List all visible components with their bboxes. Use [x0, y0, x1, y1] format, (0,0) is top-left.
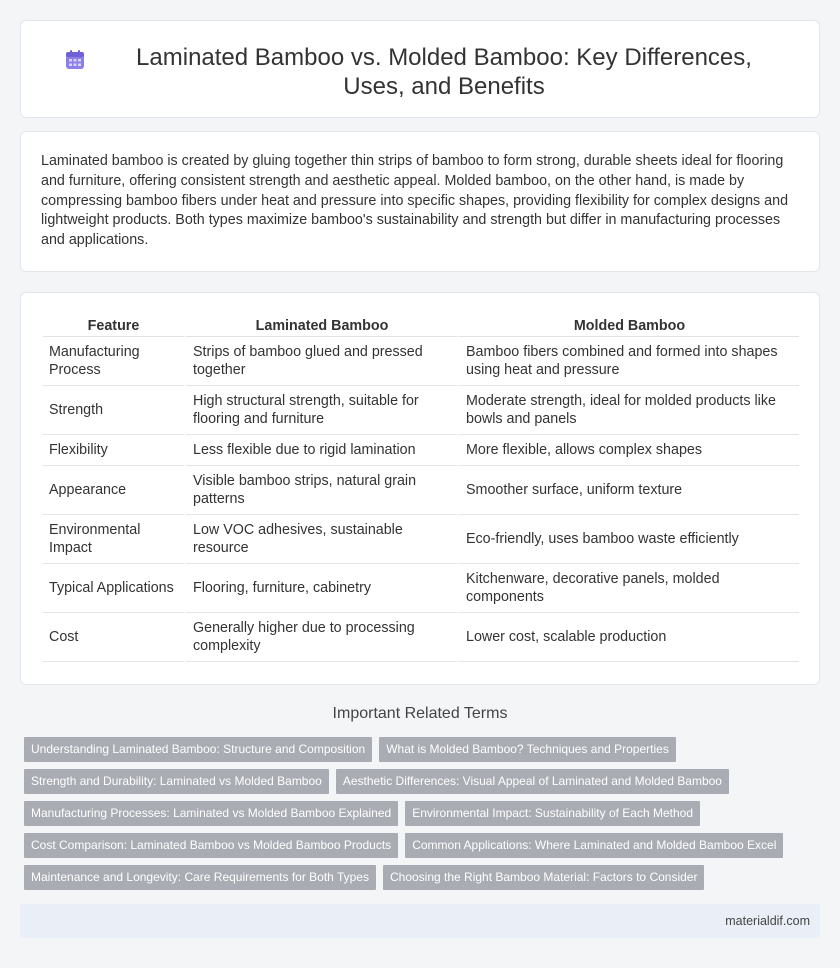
related-term-link[interactable]: Environmental Impact: Sustainability of Each Method: [405, 801, 700, 826]
title-card: [20, 20, 820, 118]
table-cell-feature: Environmental Impact: [43, 515, 184, 564]
related-term-link[interactable]: Strength and Durability: Laminated vs Molded Bamboo: [24, 769, 329, 794]
table-cell-molded: Moderate strength, ideal for molded products like bowls and panels: [457, 386, 799, 435]
table-row: [43, 386, 799, 435]
table-row: [43, 466, 799, 515]
table-cell-feature: Manufacturing Process: [43, 337, 184, 386]
related-term-link[interactable]: Cost Comparison: Laminated Bamboo vs Molded Bamboo Products: [24, 833, 398, 858]
tag-row: [24, 737, 824, 762]
related-terms-list: [24, 737, 824, 897]
intro-paragraph: Laminated bamboo is created by gluing together thin strips of bamboo to form strong, durable sheets ideal for flooring and furniture, offering consistent strength and aesthetic appeal. Molded bamboo, on the other hand, is made by compressing bamboo fibers under heat and pressure into specific shapes, providing flexibility for complex designs and lightweight products. Both types maximize bamboo's sustainability and strength but differ in manufacturing processes and applications.: [41, 153, 789, 249]
table-cell-molded: Lower cost, scalable production: [457, 613, 799, 662]
table-cell-molded: Eco-friendly, uses bamboo waste efficiently: [457, 515, 799, 564]
table-cell-laminated: High structural strength, suitable for flooring and furniture: [184, 386, 457, 435]
table-row: [43, 515, 799, 564]
related-term-link[interactable]: Manufacturing Processes: Laminated vs Molded Bamboo Explained: [24, 801, 398, 826]
table-row: [43, 613, 799, 662]
table-cell-laminated: Strips of bamboo glued and pressed together: [184, 337, 457, 386]
related-term-link[interactable]: Understanding Laminated Bamboo: Structure and Composition: [24, 737, 372, 762]
page-title: Laminated Bamboo vs. Molded Bamboo: Key Differences, Uses, and Benefits: [136, 44, 752, 100]
column-header: Molded Bamboo: [457, 315, 799, 337]
intro-card: [20, 131, 820, 272]
table-cell-molded: More flexible, allows complex shapes: [457, 435, 799, 466]
table-cell-laminated: Flooring, furniture, cabinetry: [184, 564, 457, 613]
comparison-table: [43, 315, 799, 662]
table-header-row: [43, 315, 799, 337]
table-cell-laminated: Visible bamboo strips, natural grain patterns: [184, 466, 457, 515]
related-term-link[interactable]: Maintenance and Longevity: Care Requirements for Both Types: [24, 865, 376, 890]
table-row: [43, 337, 799, 386]
tag-row: [24, 865, 824, 890]
table-cell-molded: Kitchenware, decorative panels, molded components: [457, 564, 799, 613]
related-term-link[interactable]: Common Applications: Where Laminated and Molded Bamboo Excel: [405, 833, 783, 858]
footer-site-link[interactable]: materialdif.com: [725, 914, 810, 928]
table-row: [43, 564, 799, 613]
column-header: Laminated Bamboo: [184, 315, 457, 337]
calendar-icon: [63, 48, 87, 72]
footer: [20, 904, 820, 938]
tag-row: [24, 801, 824, 826]
related-term-link[interactable]: Choosing the Right Bamboo Material: Factors to Consider: [383, 865, 704, 890]
comparison-card: [20, 292, 820, 685]
table-cell-molded: Bamboo fibers combined and formed into shapes using heat and pressure: [457, 337, 799, 386]
table-cell-feature: Strength: [43, 386, 184, 435]
table-cell-laminated: Generally higher due to processing complexity: [184, 613, 457, 662]
table-cell-feature: Appearance: [43, 466, 184, 515]
table-cell-feature: Cost: [43, 613, 184, 662]
related-term-link[interactable]: Aesthetic Differences: Visual Appeal of Laminated and Molded Bamboo: [336, 769, 729, 794]
table-cell-laminated: Low VOC adhesives, sustainable resource: [184, 515, 457, 564]
related-terms-heading: Important Related Terms: [332, 705, 508, 722]
column-header: Feature: [43, 315, 184, 337]
tag-row: [24, 833, 824, 858]
table-cell-molded: Smoother surface, uniform texture: [457, 466, 799, 515]
tag-row: [24, 769, 824, 794]
table-cell-laminated: Less flexible due to rigid lamination: [184, 435, 457, 466]
table-row: [43, 435, 799, 466]
table-cell-feature: Typical Applications: [43, 564, 184, 613]
related-term-link[interactable]: What is Molded Bamboo? Techniques and Properties: [379, 737, 676, 762]
table-cell-feature: Flexibility: [43, 435, 184, 466]
